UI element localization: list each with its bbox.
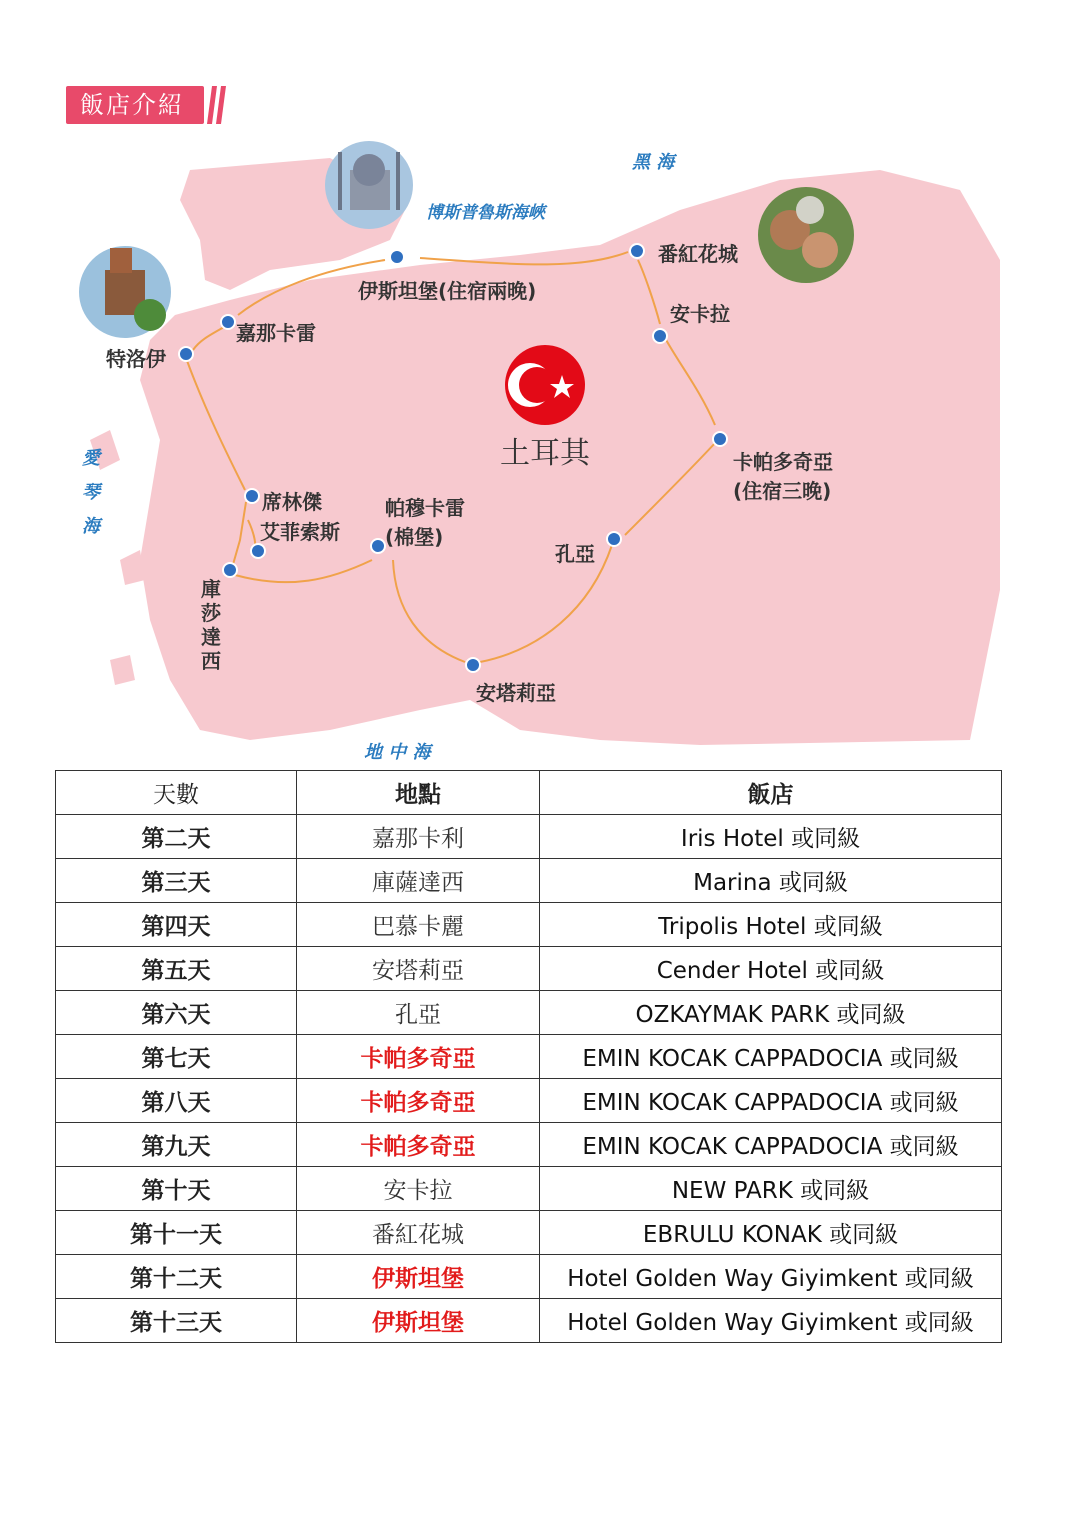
kusadasi-char-1: 庫 (201, 577, 221, 601)
cell-location: 伊斯坦堡 (297, 1255, 540, 1299)
aegean-char-2: 琴 (82, 482, 100, 503)
cell-day: 第二天 (56, 815, 297, 859)
cell-location: 卡帕多奇亞 (297, 1079, 540, 1123)
cell-hotel: Marina 或同級 (540, 859, 1002, 903)
city-antalya: 安塔莉亞 (476, 681, 556, 705)
header-day: 天數 (56, 771, 297, 815)
city-ephesus: 艾菲索斯 (260, 520, 340, 544)
photo-safranbolu-town (758, 187, 854, 283)
photo-wooden-horse (79, 246, 171, 338)
cell-location: 卡帕多奇亞 (297, 1035, 540, 1079)
table-row (56, 1123, 1002, 1167)
cell-day: 第八天 (56, 1079, 297, 1123)
table-row (56, 1299, 1002, 1343)
cell-hotel: Cender Hotel 或同級 (540, 947, 1002, 991)
cell-day: 第四天 (56, 903, 297, 947)
cell-hotel: NEW PARK 或同級 (540, 1167, 1002, 1211)
cell-hotel: EMIN KOCAK CAPPADOCIA 或同級 (540, 1035, 1002, 1079)
table-header-row (56, 771, 1002, 815)
cell-day: 第十三天 (56, 1299, 297, 1343)
table-row (56, 1211, 1002, 1255)
header-location: 地點 (297, 771, 540, 815)
table-body (56, 815, 1002, 1343)
header-decoration-bars (206, 86, 228, 124)
kusadasi-char-2: 莎 (201, 601, 221, 625)
label-aegean-sea (80, 442, 102, 544)
photo-mosque (325, 141, 413, 229)
table-row (56, 1079, 1002, 1123)
header-hotel: 飯店 (540, 771, 1002, 815)
cell-location: 伊斯坦堡 (297, 1299, 540, 1343)
cell-hotel: Tripolis Hotel 或同級 (540, 903, 1002, 947)
city-ankara: 安卡拉 (670, 302, 730, 326)
hotel-table (55, 770, 1002, 1343)
cell-location: 庫薩達西 (297, 859, 540, 903)
cell-day: 第十天 (56, 1167, 297, 1211)
table-row (56, 815, 1002, 859)
cell-day: 第九天 (56, 1123, 297, 1167)
turkey-route-map (0, 140, 1076, 770)
cell-day: 第五天 (56, 947, 297, 991)
cell-location: 孔亞 (297, 991, 540, 1035)
cell-location: 卡帕多奇亞 (297, 1123, 540, 1167)
cell-day: 第七天 (56, 1035, 297, 1079)
cell-hotel: EMIN KOCAK CAPPADOCIA 或同級 (540, 1123, 1002, 1167)
cell-hotel: EMIN KOCAK CAPPADOCIA 或同級 (540, 1079, 1002, 1123)
cell-day: 第三天 (56, 859, 297, 903)
label-mediterranean: 地 中 海 (364, 742, 431, 763)
table-row (56, 1167, 1002, 1211)
label-country: 土耳其 (500, 436, 590, 471)
cell-day: 第十一天 (56, 1211, 297, 1255)
cell-hotel: Iris Hotel 或同級 (540, 815, 1002, 859)
table-row (56, 859, 1002, 903)
cell-location: 番紅花城 (297, 1211, 540, 1255)
kusadasi-char-3: 達 (201, 625, 221, 649)
cell-location: 安塔莉亞 (297, 947, 540, 991)
city-safranbolu: 番紅花城 (658, 242, 738, 266)
city-sirince: 席林傑 (262, 490, 322, 514)
cell-location: 巴慕卡麗 (297, 903, 540, 947)
cell-day: 第六天 (56, 991, 297, 1035)
aegean-char-3: 海 (82, 516, 100, 537)
kusadasi-char-4: 西 (201, 649, 221, 673)
table-row (56, 947, 1002, 991)
cell-location: 嘉那卡利 (297, 815, 540, 859)
city-istanbul: 伊斯坦堡(住宿兩晚) (358, 279, 537, 303)
city-kusadasi (198, 577, 224, 673)
city-cappadocia: 卡帕多奇亞 (733, 450, 833, 474)
table-row (56, 903, 1002, 947)
cell-hotel: OZKAYMAK PARK 或同級 (540, 991, 1002, 1035)
table-row (56, 1255, 1002, 1299)
cell-location: 安卡拉 (297, 1167, 540, 1211)
city-pamukkale-note: (棉堡) (385, 525, 444, 549)
section-title-badge: 飯店介紹 (66, 86, 204, 124)
city-konya: 孔亞 (555, 542, 595, 566)
aegean-char-1: 愛 (82, 448, 100, 469)
cell-hotel: Hotel Golden Way Giyimkent 或同級 (540, 1299, 1002, 1343)
city-troy: 特洛伊 (106, 347, 166, 371)
city-cappadocia-note: (住宿三晚) (733, 479, 832, 503)
city-pamukkale: 帕穆卡雷 (385, 496, 465, 520)
label-black-sea: 黑 海 (632, 152, 675, 173)
label-bosphorus: 博斯普魯斯海峽 (426, 203, 545, 223)
turkey-flag (505, 345, 585, 425)
table-row (56, 1035, 1002, 1079)
city-canakkale: 嘉那卡雷 (236, 321, 316, 345)
cell-hotel: Hotel Golden Way Giyimkent 或同級 (540, 1255, 1002, 1299)
cell-hotel: EBRULU KONAK 或同級 (540, 1211, 1002, 1255)
cell-day: 第十二天 (56, 1255, 297, 1299)
table-row (56, 991, 1002, 1035)
